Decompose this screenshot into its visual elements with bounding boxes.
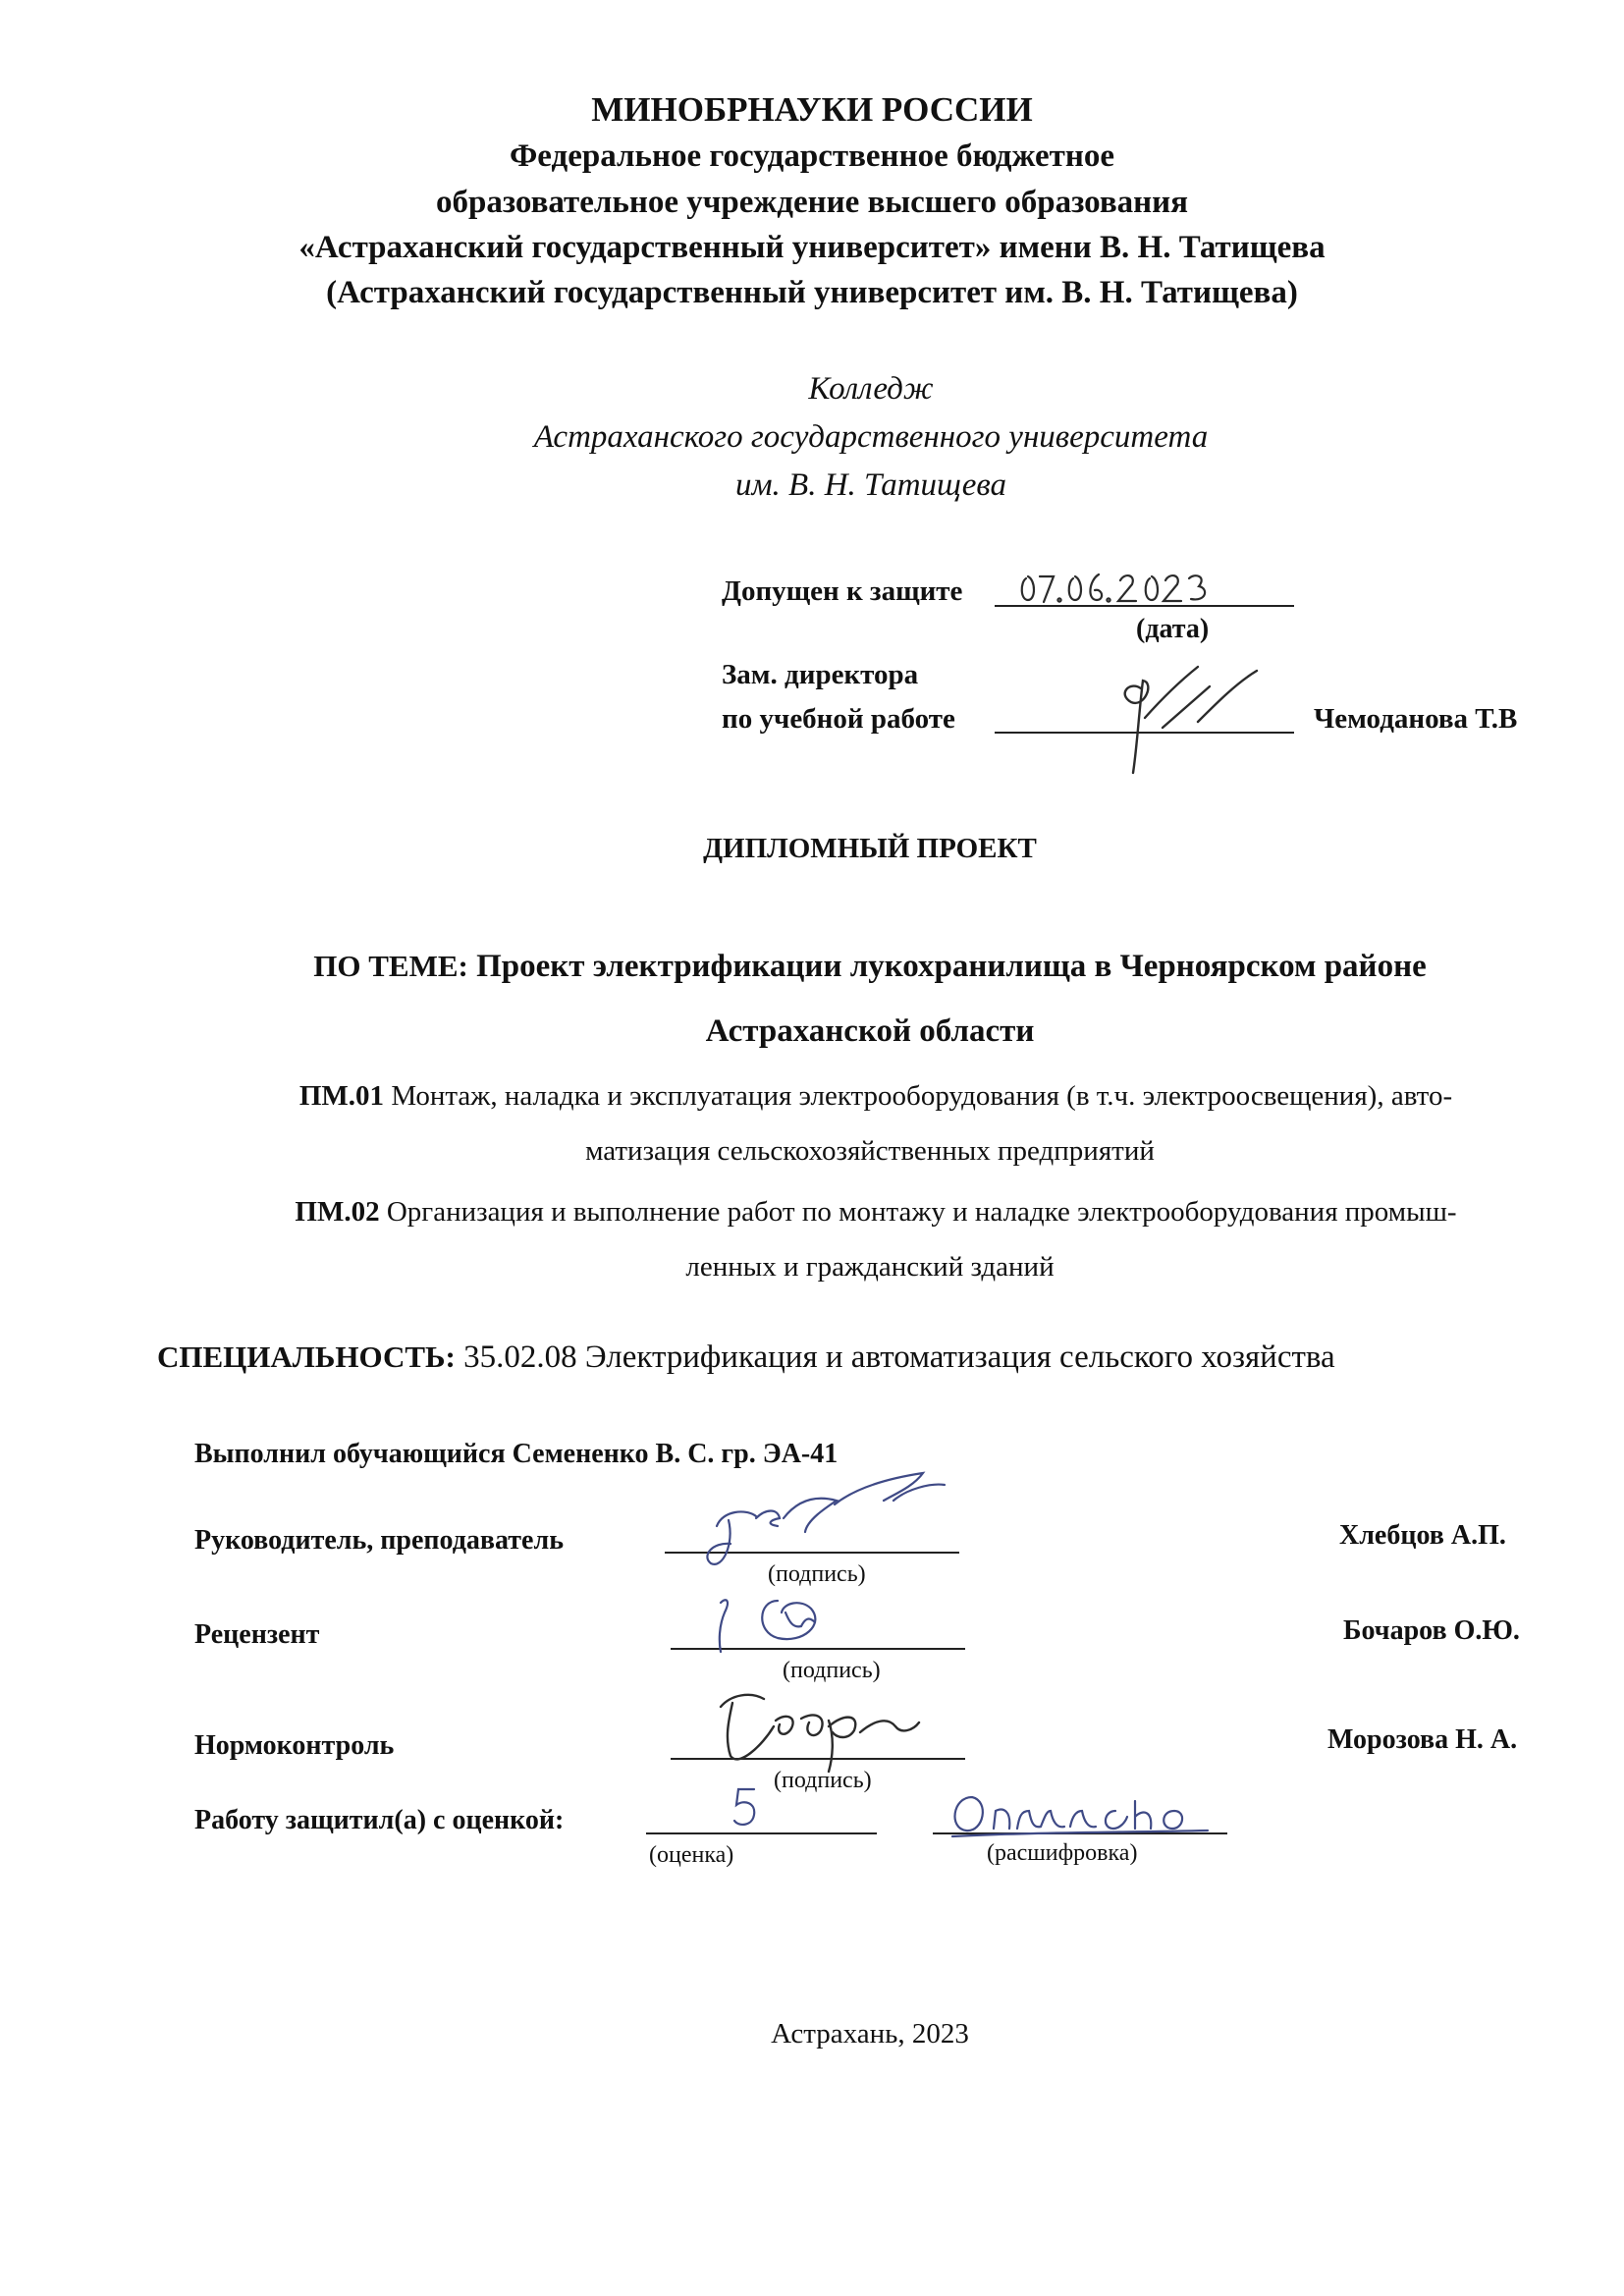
reviewer-signature bbox=[687, 1583, 903, 1676]
pm02-line-1 bbox=[64, 1196, 1624, 1229]
deputy-name: Чемоданова Т.В bbox=[1314, 703, 1518, 735]
normcontrol-signature-caption: (подпись) bbox=[774, 1768, 872, 1793]
pm01-code: ПМ.01 bbox=[298, 1080, 385, 1112]
pm01-line-1 bbox=[64, 1080, 1624, 1113]
org-line-2: образовательное учреждение высшего образования bbox=[435, 185, 1189, 220]
city-year: Астрахань, 2023 bbox=[771, 2018, 969, 2050]
college-line-2: Астраханского государственного университета bbox=[533, 419, 1209, 455]
topic-prefix: ПО ТЕМЕ: bbox=[313, 949, 468, 983]
normcontrol-signature bbox=[707, 1677, 962, 1785]
admitted-label: Допущен к защите bbox=[722, 575, 963, 607]
date-caption: (дата) bbox=[1136, 614, 1210, 644]
specialty-label: СПЕЦИАЛЬНОСТЬ: bbox=[157, 1339, 456, 1374]
supervisor-label: Руководитель, преподаватель bbox=[194, 1525, 565, 1556]
grade-text-handwritten bbox=[943, 1787, 1227, 1841]
specialty-value: 35.02.08 Электрификация и автоматизация сельского хозяйства bbox=[463, 1339, 1335, 1375]
pm02-code: ПМ.02 bbox=[295, 1196, 380, 1228]
supervisor-name: Хлебцов А.П. bbox=[1339, 1520, 1506, 1551]
college-line-1: Колледж bbox=[808, 371, 934, 407]
pm01-text-1: Монтаж, наладка и эксплуатация электрооборудования (в т.ч. электроосвещения), авто- bbox=[391, 1080, 1453, 1112]
grade-caption: (оценка) bbox=[649, 1842, 734, 1868]
pm01-line-2: матизация сельскохозяйственных предприятий bbox=[585, 1135, 1155, 1167]
org-line-4: (Астраханский государственный университет им. В. Н. Татищева) bbox=[326, 275, 1298, 310]
org-line-3: «Астраханский государственный университет» имени В. Н. Татищева bbox=[298, 230, 1326, 265]
topic-text-line-1: Проект электрификации лукохранилища в Черноярском районе bbox=[476, 949, 1427, 984]
performer-line: Выполнил обучающийся Семененко В. С. гр. ЭА-41 bbox=[194, 1439, 839, 1469]
college-line-3: им. В. Н. Татищева bbox=[734, 467, 1007, 503]
ministry-title: МИНОБРНАУКИ РОССИИ bbox=[591, 90, 1033, 129]
grade-line bbox=[646, 1832, 877, 1834]
defended-label: Работу защитил(а) с оценкой: bbox=[194, 1805, 565, 1835]
reviewer-name: Бочаров О.Ю. bbox=[1343, 1615, 1520, 1646]
pm02-text-1: Организация и выполнение работ по монтажу и наладке электрооборудования промыш- bbox=[386, 1196, 1457, 1228]
topic-line-2: Астраханской области bbox=[705, 1013, 1035, 1049]
normcontrol-label: Нормоконтроль bbox=[194, 1730, 395, 1761]
reviewer-signature-caption: (подпись) bbox=[783, 1658, 881, 1683]
deputy-label-line-1: Зам. директора bbox=[722, 659, 919, 690]
document-type: ДИПЛОМНЫЙ ПРОЕКТ bbox=[703, 833, 1037, 864]
topic-line-1 bbox=[58, 949, 1624, 985]
grade-handwritten bbox=[727, 1783, 766, 1832]
org-line-1: Федеральное государственное бюджетное bbox=[509, 138, 1115, 174]
reviewer-label: Рецензент bbox=[194, 1619, 320, 1650]
deputy-signature bbox=[1100, 653, 1286, 786]
handwritten-date bbox=[1016, 565, 1213, 609]
grade-text-caption: (расшифровка) bbox=[987, 1840, 1138, 1866]
pm02-line-2: ленных и гражданский зданий bbox=[685, 1251, 1055, 1283]
specialty-line bbox=[157, 1339, 1335, 1376]
normcontrol-name: Морозова Н. А. bbox=[1327, 1724, 1518, 1755]
supervisor-signature-caption: (подпись) bbox=[768, 1561, 866, 1587]
deputy-label-line-2: по учебной работе bbox=[722, 703, 955, 735]
